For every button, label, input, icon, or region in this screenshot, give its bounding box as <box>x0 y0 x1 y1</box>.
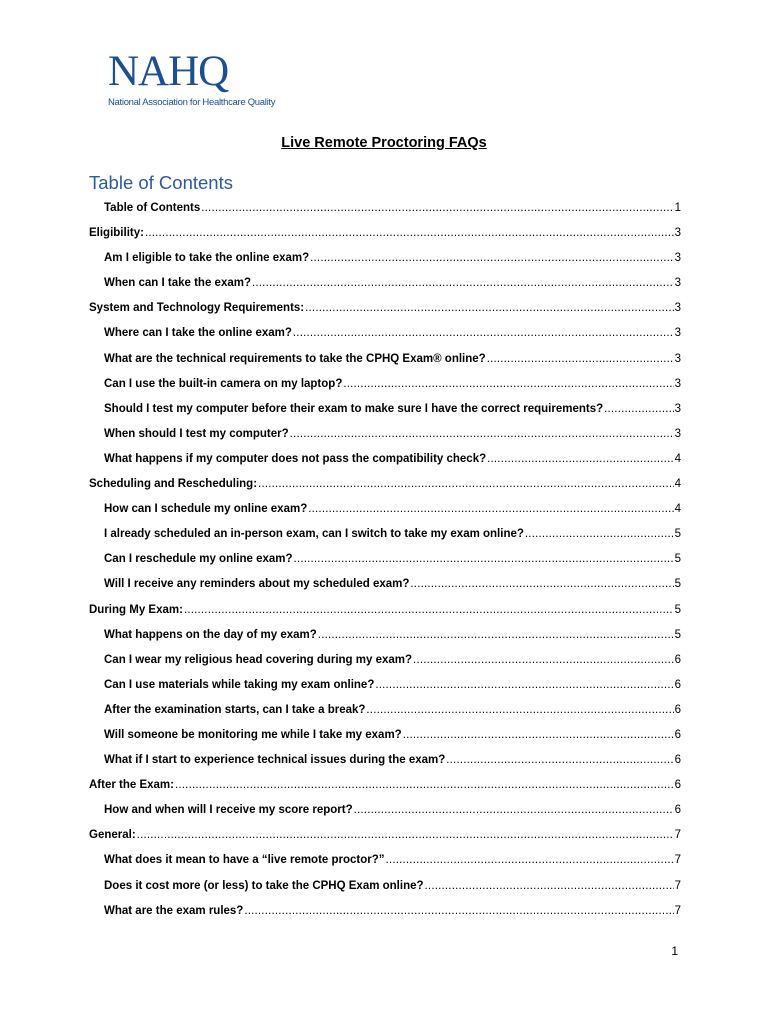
toc-heading: Table of Contents <box>89 172 233 193</box>
toc-leader-dots <box>354 798 674 823</box>
toc-leader-dots <box>487 347 674 372</box>
toc-leader-dots <box>258 472 674 497</box>
toc-entry-page: 6 <box>674 728 681 741</box>
toc-entry-label: After the examination starts, can I take a break? <box>104 703 366 716</box>
toc-entry[interactable] <box>89 196 681 221</box>
toc-entry-label: System and Technology Requirements: <box>89 302 305 315</box>
toc-leader-dots <box>294 547 674 572</box>
toc-entry[interactable] <box>89 899 681 924</box>
toc-entry[interactable] <box>89 497 681 522</box>
toc-entry[interactable] <box>89 397 681 422</box>
toc-entry-page: 4 <box>674 478 681 491</box>
toc-entry-label: What if I start to experience technical issues during the exam? <box>104 754 446 767</box>
toc-entry-label: Can I reschedule my online exam? <box>104 553 293 566</box>
toc-entry[interactable] <box>89 748 681 773</box>
toc-entry-label: How can I schedule my online exam? <box>104 503 308 516</box>
toc-entry-label: Can I wear my religious head covering during my exam? <box>104 653 413 666</box>
toc-entry-page: 5 <box>674 578 681 591</box>
toc-entry[interactable] <box>89 522 681 547</box>
toc-entry-page: 3 <box>674 327 681 340</box>
toc-entry-label: Can I use materials while taking my exam online? <box>104 678 375 691</box>
toc-leader-dots <box>487 447 673 472</box>
toc-entry-page: 6 <box>674 779 681 792</box>
toc-entry-label: Table of Contents <box>104 202 201 214</box>
toc-entry-page: 5 <box>674 603 681 616</box>
toc-entry-page: 5 <box>674 553 681 566</box>
toc-entry-page: 3 <box>674 252 681 265</box>
toc-leader-dots <box>175 773 674 798</box>
toc-entry-label: What are the exam rules? <box>104 904 244 917</box>
toc-leader-dots <box>305 296 673 321</box>
toc-entry[interactable] <box>89 698 681 723</box>
toc-entry-label: During My Exam: <box>89 603 183 616</box>
toc-leader-dots <box>252 271 674 296</box>
toc-entry-label: When should I test my computer? <box>104 427 289 440</box>
toc-entry[interactable] <box>89 623 681 648</box>
toc-entry-page: 3 <box>674 227 681 240</box>
logo-mark <box>108 50 228 93</box>
toc-entry-label: Where can I take the online exam? <box>104 327 292 340</box>
toc-entry-label: Will I receive any reminders about my scheduled exam? <box>104 578 410 591</box>
toc-entry[interactable] <box>89 648 681 673</box>
toc-leader-dots <box>403 723 674 748</box>
toc-leader-dots <box>604 397 673 422</box>
toc-entry-page: 4 <box>674 452 681 465</box>
toc-entry-label: Am I eligible to take the online exam? <box>104 252 310 265</box>
toc-entry[interactable] <box>89 246 681 271</box>
toc-entry-label: What does it mean to have a “live remote proctor?” <box>104 854 385 867</box>
table-of-contents <box>89 196 681 924</box>
toc-entry[interactable] <box>89 848 681 873</box>
toc-entry[interactable] <box>89 422 681 447</box>
toc-entry-page: 6 <box>674 653 681 666</box>
toc-entry[interactable] <box>89 372 681 397</box>
page-number: 1 <box>671 944 678 958</box>
toc-entry[interactable] <box>89 347 681 372</box>
toc-entry-label: Eligibility: <box>89 227 144 240</box>
toc-entry[interactable] <box>89 271 681 296</box>
toc-entry-page: 1 <box>674 202 681 214</box>
toc-entry-label: Can I use the built-in camera on my laptop? <box>104 377 343 390</box>
toc-entry-label: After the Exam: <box>89 779 174 792</box>
toc-entry-page: 3 <box>674 427 681 440</box>
toc-leader-dots <box>184 598 674 623</box>
toc-leader-dots <box>293 321 674 346</box>
toc-entry[interactable] <box>89 472 681 497</box>
toc-entry-label: Does it cost more (or less) to take the CPHQ Exam online? <box>104 879 424 892</box>
document-title: Live Remote Proctoring FAQs <box>281 135 487 151</box>
logo-mark-text: NAHQ <box>108 48 229 95</box>
toc-leader-dots <box>413 648 674 673</box>
toc-leader-dots <box>366 698 673 723</box>
toc-entry-page: 7 <box>674 904 681 917</box>
toc-leader-dots <box>375 673 673 698</box>
toc-entry-label: Should I test my computer before their exam to make sure I have the correct requirements? <box>104 402 604 415</box>
toc-entry[interactable] <box>89 447 681 472</box>
toc-entry-label: Scheduling and Rescheduling: <box>89 478 258 491</box>
toc-entry-page: 6 <box>674 703 681 716</box>
toc-entry[interactable] <box>89 673 681 698</box>
toc-entry[interactable] <box>89 773 681 798</box>
toc-entry-page: 6 <box>674 804 681 817</box>
toc-entry[interactable] <box>89 296 681 321</box>
toc-entry-page: 4 <box>674 503 681 516</box>
toc-leader-dots <box>386 848 674 873</box>
toc-entry-label: How and when will I receive my score report? <box>104 804 353 817</box>
toc-leader-dots <box>201 196 673 221</box>
toc-entry[interactable] <box>89 598 681 623</box>
toc-leader-dots <box>343 372 673 397</box>
toc-entry-page: 6 <box>674 678 681 691</box>
toc-leader-dots <box>244 899 673 924</box>
toc-entry-page: 7 <box>674 879 681 892</box>
logo-subtitle: National Association for Healthcare Quality <box>108 97 276 108</box>
toc-entry[interactable] <box>89 823 681 848</box>
nahq-logo <box>108 50 278 112</box>
toc-entry-page: 3 <box>674 277 681 290</box>
toc-leader-dots <box>446 748 673 773</box>
toc-entry-page: 6 <box>674 754 681 767</box>
toc-leader-dots <box>308 497 673 522</box>
toc-entry-page: 3 <box>674 377 681 390</box>
toc-entry[interactable] <box>89 723 681 748</box>
toc-entry-page: 7 <box>674 829 681 842</box>
toc-entry-page: 5 <box>674 528 681 541</box>
toc-entry[interactable] <box>89 221 681 246</box>
toc-entry-label: I already scheduled an in-person exam, can I switch to take my exam online? <box>104 528 524 541</box>
toc-entry-label: What are the technical requirements to take the CPHQ Exam® online? <box>104 352 486 365</box>
toc-leader-dots <box>137 823 674 848</box>
toc-entry-page: 3 <box>674 352 681 365</box>
toc-leader-dots <box>525 522 674 547</box>
toc-leader-dots <box>318 623 674 648</box>
toc-entry-label: When can I take the exam? <box>104 277 251 290</box>
toc-leader-dots <box>290 422 674 447</box>
toc-entry-page: 7 <box>674 854 681 867</box>
toc-entry[interactable] <box>89 874 681 899</box>
toc-entry-label: General: <box>89 829 136 842</box>
toc-leader-dots <box>410 572 673 597</box>
toc-entry[interactable] <box>89 547 681 572</box>
toc-entry-label: What happens on the day of my exam? <box>104 628 317 641</box>
toc-entry-label: Will someone be monitoring me while I take my exam? <box>104 728 402 741</box>
toc-entry-page: 5 <box>674 628 681 641</box>
toc-leader-dots <box>310 246 673 271</box>
toc-entry-page: 3 <box>674 302 681 315</box>
toc-entry-page: 3 <box>674 402 681 415</box>
toc-leader-dots <box>425 874 674 899</box>
toc-entry-label: What happens if my computer does not pass the compatibility check? <box>104 452 487 465</box>
toc-leader-dots <box>145 221 674 246</box>
toc-entry[interactable] <box>89 321 681 346</box>
toc-entry[interactable] <box>89 798 681 823</box>
toc-entry[interactable] <box>89 572 681 597</box>
